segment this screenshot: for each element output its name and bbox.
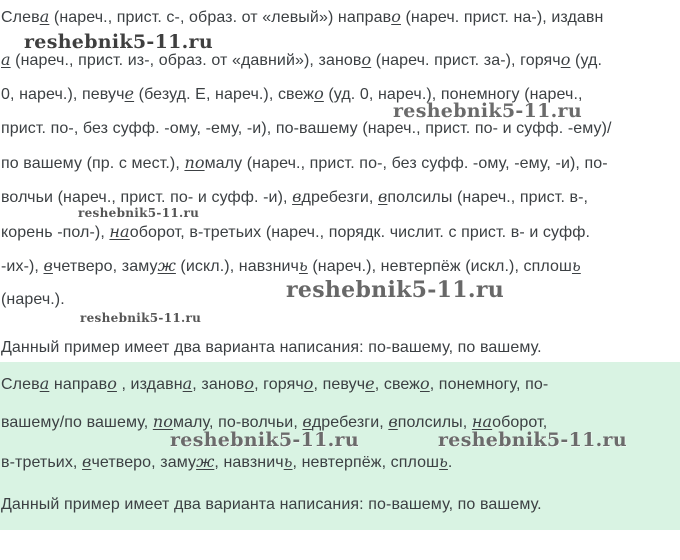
- watermark-5: reshebnik5-11.ru: [80, 311, 202, 325]
- text-segment: малу (нареч., прист. по-, без суфф. -ому, -ему, -и), по-: [204, 155, 608, 172]
- underlined-letter: о: [391, 7, 401, 26]
- underlined-letter: ж: [196, 452, 215, 471]
- text-segment: Данный пример имеет два варианта написания: по-вашему, по вашему.: [1, 496, 542, 513]
- underlined-letter: ь: [439, 452, 448, 471]
- underlined-letter: о: [303, 374, 314, 393]
- watermark-3: reshebnik5-11.ru: [78, 206, 200, 220]
- underlined-letter: о: [244, 374, 255, 393]
- underlined-letter: по: [184, 153, 205, 172]
- answer-line-1: [1, 374, 548, 395]
- underlined-letter: в: [82, 452, 92, 471]
- underlined-letter: а: [182, 374, 193, 393]
- text-segment: четверо, заму: [91, 454, 197, 471]
- analysis-line-8: [1, 256, 581, 277]
- text-segment: вашему/по вашему,: [1, 414, 153, 431]
- analysis-line-7: [1, 222, 590, 243]
- underlined-letter: в: [378, 187, 388, 206]
- underlined-letter: а: [39, 374, 50, 393]
- text-segment: направ: [49, 376, 108, 393]
- text-segment: Слев: [1, 9, 40, 26]
- text-segment: (нареч. прист. за-), горяч: [371, 52, 561, 69]
- underlined-letter: по: [152, 412, 173, 431]
- text-segment: полсилы,: [397, 414, 472, 431]
- underlined-letter: ь: [571, 256, 581, 275]
- underlined-letter: ж: [157, 256, 176, 275]
- text-segment: , свеж: [374, 376, 420, 393]
- watermark-6: reshebnik5-11.ru: [170, 429, 359, 451]
- text-segment: полсилы (нареч., прист. в-,: [387, 189, 589, 206]
- text-segment: четверо, заму: [52, 258, 158, 275]
- text-segment: оборот,: [492, 414, 548, 431]
- text-segment: дребезги,: [311, 414, 389, 431]
- text-segment: , певуч: [313, 376, 366, 393]
- underlined-letter: о: [107, 374, 117, 393]
- underlined-letter: е: [365, 374, 375, 393]
- text-segment: Данный пример имеет два варианта написания: по-вашему, по вашему.: [1, 339, 542, 356]
- text-segment: , невтерпёж, сплош: [292, 454, 440, 471]
- answer-variants-note: [1, 495, 542, 515]
- text-segment: (искл.), навзнич: [175, 258, 299, 275]
- text-segment: , понемногу, по-: [429, 376, 549, 393]
- underlined-letter: в: [388, 412, 398, 431]
- analysis-line-5: [1, 153, 608, 174]
- text-segment: , издавн: [116, 376, 183, 393]
- text-segment: (нареч., прист. из-, образ. от «давний»), занов: [10, 52, 362, 69]
- text-segment: (нареч., прист. с-, образ. от «левый») направ: [49, 9, 392, 26]
- text-segment: по вашему (пр. с мест.),: [1, 155, 185, 172]
- analysis-line-9: [1, 290, 65, 310]
- answer-line-3: [1, 452, 452, 473]
- text-segment: корень -пол-),: [1, 224, 110, 241]
- text-segment: (нареч. прист. на-), издавн: [400, 9, 604, 26]
- underlined-letter: о: [560, 50, 571, 69]
- underlined-letter: на: [109, 222, 130, 241]
- underlined-letter: ь: [283, 452, 293, 471]
- analysis-line-1: [1, 7, 603, 28]
- underlined-letter: на: [471, 412, 493, 431]
- text-segment: (уд. 0, нареч.), понемногу (нареч.,: [323, 86, 583, 103]
- text-segment: прист. по-, без суфф. -ому, -ему, -и), по-вашему (нареч., прист. по- и суфф. -ему)/: [1, 120, 612, 137]
- text-segment: (нареч.), невтерпёж (искл.), сплош: [307, 258, 572, 275]
- text-segment: 0, нареч.), певуч: [1, 86, 125, 103]
- underlined-letter: а: [1, 50, 11, 69]
- watermark-4: reshebnik5-11.ru: [286, 277, 505, 303]
- variants-note: [1, 338, 542, 358]
- text-segment: .: [447, 454, 453, 471]
- text-segment: в-третьих,: [1, 454, 83, 471]
- analysis-line-2: [1, 50, 602, 71]
- underlined-letter: о: [419, 374, 430, 393]
- text-segment: (безуд. Е, нареч.), свеж: [134, 86, 315, 103]
- underlined-letter: в: [43, 256, 53, 275]
- text-segment: (уд.: [570, 52, 603, 69]
- watermark-1: reshebnik5-11.ru: [24, 31, 213, 53]
- text-segment: , навзнич: [214, 454, 284, 471]
- text-segment: дребезги,: [301, 189, 378, 206]
- underlined-letter: в: [302, 412, 312, 431]
- text-segment: -их-),: [1, 258, 44, 275]
- underlined-letter: о: [361, 50, 372, 69]
- underlined-letter: ь: [298, 256, 308, 275]
- analysis-line-4: [1, 119, 612, 139]
- text-segment: Слев: [1, 376, 40, 393]
- text-segment: малу, по-волчьи,: [172, 414, 303, 431]
- text-segment: , занов: [192, 376, 245, 393]
- text-segment: , горяч: [254, 376, 304, 393]
- underlined-letter: е: [124, 84, 135, 103]
- underlined-letter: в: [292, 187, 302, 206]
- text-segment: (нареч.).: [1, 291, 65, 308]
- text-segment: волчьи (нареч., прист. по- и суфф. -и),: [1, 189, 293, 206]
- watermark-2: reshebnik5-11.ru: [393, 100, 582, 122]
- underlined-letter: а: [39, 7, 50, 26]
- underlined-letter: о: [314, 84, 324, 103]
- watermark-7: reshebnik5-11.ru: [438, 429, 627, 451]
- analysis-line-6: [1, 187, 588, 208]
- text-segment: оборот, в-третьих (нареч., порядк. числит. с прист. в- и суфф.: [129, 224, 591, 241]
